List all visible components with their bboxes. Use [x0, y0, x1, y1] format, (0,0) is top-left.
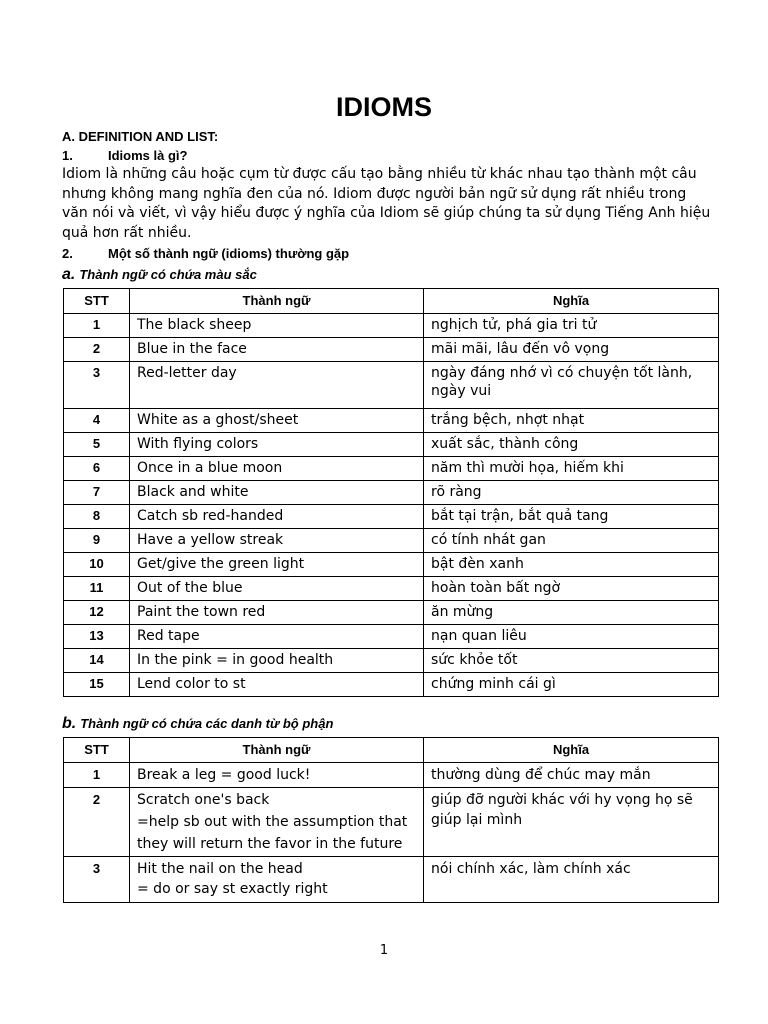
question-1-number: 1. — [62, 148, 73, 163]
row-stt: 3 — [64, 857, 130, 903]
paragraph-line: quả hơn rất nhiều. — [62, 224, 192, 241]
subsection-a-letter: a. — [62, 266, 76, 283]
row-idiom: Blue in the face — [130, 338, 424, 362]
table-row — [64, 577, 719, 601]
paragraph-line: nhưng không mang nghĩa đen của nó. Idiom được người bản ngữ sử dụng rất nhiều trong — [62, 185, 687, 202]
idiom-line: Scratch one's back — [137, 792, 270, 808]
row-stt: 11 — [64, 577, 130, 601]
table-row — [64, 457, 719, 481]
row-meaning: giúp đỡ người khác với hy vọng họ sẽ giúp lại mình — [424, 788, 719, 857]
table-row — [64, 673, 719, 697]
table-row — [64, 314, 719, 338]
row-meaning: bắt tại trận, bắt quả tang — [424, 505, 719, 529]
page-number: 1 — [379, 943, 389, 958]
row-meaning: chứng minh cái gì — [424, 673, 719, 697]
row-stt: 2 — [64, 338, 130, 362]
question-1-heading — [62, 148, 187, 163]
row-meaning: thường dùng để chúc may mắn — [424, 763, 719, 788]
row-stt: 6 — [64, 457, 130, 481]
row-idiom: Paint the town red — [130, 601, 424, 625]
row-stt: 10 — [64, 553, 130, 577]
row-idiom: Out of the blue — [130, 577, 424, 601]
row-meaning: ăn mừng — [424, 601, 719, 625]
table-row — [64, 338, 719, 362]
row-meaning: mãi mãi, lâu đến vô vọng — [424, 338, 719, 362]
table-header-row — [64, 289, 719, 314]
row-stt: 2 — [64, 788, 130, 857]
table-row — [64, 433, 719, 457]
row-stt: 4 — [64, 409, 130, 433]
row-idiom: Get/give the green light — [130, 553, 424, 577]
row-meaning: nói chính xác, làm chính xác — [424, 857, 719, 903]
definition-paragraph — [62, 165, 712, 243]
table-row — [64, 362, 719, 409]
row-meaning: nghịch tử, phá gia tri tử — [424, 314, 719, 338]
row-idiom: Red-letter day — [130, 362, 424, 409]
row-idiom: Lend color to st — [130, 673, 424, 697]
idiom-line: = do or say st exactly right — [137, 881, 328, 897]
row-meaning: bật đèn xanh — [424, 553, 719, 577]
subsection-a-text: Thành ngữ có chứa màu sắc — [79, 267, 257, 282]
table-row — [64, 481, 719, 505]
header-idiom: Thành ngữ — [130, 289, 424, 314]
table-header-row — [64, 738, 719, 763]
row-stt: 7 — [64, 481, 130, 505]
header-idiom: Thành ngữ — [130, 738, 424, 763]
row-stt: 12 — [64, 601, 130, 625]
question-1-text: Idioms là gì? — [108, 148, 188, 163]
table-row — [64, 649, 719, 673]
table-row — [64, 763, 719, 788]
section-a-heading: A. DEFINITION AND LIST: — [62, 129, 219, 144]
row-meaning: có tính nhát gan — [424, 529, 719, 553]
idiom-line: Break a leg = good luck! — [137, 767, 311, 783]
row-idiom: Have a yellow streak — [130, 529, 424, 553]
page-title: IDIOMS — [335, 92, 432, 122]
color-idioms-table — [63, 288, 719, 697]
table-row — [64, 625, 719, 649]
table-row — [64, 553, 719, 577]
subsection-a-heading — [62, 266, 257, 284]
row-stt: 13 — [64, 625, 130, 649]
row-stt: 1 — [64, 763, 130, 788]
subsection-b-heading — [62, 715, 333, 733]
row-idiom: White as a ghost/sheet — [130, 409, 424, 433]
row-idiom: Catch sb red-handed — [130, 505, 424, 529]
table-row — [64, 409, 719, 433]
row-stt: 14 — [64, 649, 130, 673]
body-part-idioms-table — [63, 737, 719, 903]
question-2-number: 2. — [62, 246, 73, 261]
row-meaning: năm thì mười họa, hiếm khi — [424, 457, 719, 481]
row-meaning: rõ ràng — [424, 481, 719, 505]
table-row — [64, 601, 719, 625]
table-row — [64, 857, 719, 903]
question-2-heading — [62, 246, 349, 261]
row-stt: 9 — [64, 529, 130, 553]
row-meaning: sức khỏe tốt — [424, 649, 719, 673]
row-idiom — [130, 788, 424, 857]
header-meaning: Nghĩa — [424, 738, 719, 763]
idiom-line: Hit the nail on the head — [137, 861, 303, 877]
table-row — [64, 505, 719, 529]
row-stt: 1 — [64, 314, 130, 338]
header-meaning: Nghĩa — [424, 289, 719, 314]
subsection-b-text: Thành ngữ có chứa các danh từ bộ phận — [80, 716, 334, 731]
row-meaning: hoàn toàn bất ngờ — [424, 577, 719, 601]
row-stt: 3 — [64, 362, 130, 409]
table-row — [64, 788, 719, 857]
row-idiom: Black and white — [130, 481, 424, 505]
header-stt: STT — [64, 289, 130, 314]
row-meaning: xuất sắc, thành công — [424, 433, 719, 457]
idiom-line: =help sb out with the assumption that — [137, 814, 408, 830]
paragraph-line: Idiom là những câu hoặc cụm từ được cấu tạo bằng nhiều từ khác nhau tạo thành một câu — [62, 166, 697, 182]
row-stt: 15 — [64, 673, 130, 697]
header-stt: STT — [64, 738, 130, 763]
subsection-b-letter: b. — [62, 715, 77, 732]
row-idiom — [130, 763, 424, 788]
row-meaning: nạn quan liêu — [424, 625, 719, 649]
row-idiom: In the pink = in good health — [130, 649, 424, 673]
idiom-line: they will return the favor in the future — [137, 836, 403, 852]
row-idiom: Once in a blue moon — [130, 457, 424, 481]
row-idiom: With flying colors — [130, 433, 424, 457]
row-idiom: Red tape — [130, 625, 424, 649]
row-meaning: ngày đáng nhớ vì có chuyện tốt lành, ngày vui — [424, 362, 719, 409]
paragraph-line: văn nói và viết, vì vậy hiểu được ý nghĩa của Idiom sẽ giúp chúng ta sử dụng Tiếng Anh hiệu — [62, 205, 711, 221]
row-idiom: The black sheep — [130, 314, 424, 338]
row-stt: 8 — [64, 505, 130, 529]
row-idiom — [130, 857, 424, 903]
row-meaning: trắng bệch, nhợt nhạt — [424, 409, 719, 433]
row-stt: 5 — [64, 433, 130, 457]
table-row — [64, 529, 719, 553]
question-2-text: Một số thành ngữ (idioms) thường gặp — [108, 246, 350, 261]
